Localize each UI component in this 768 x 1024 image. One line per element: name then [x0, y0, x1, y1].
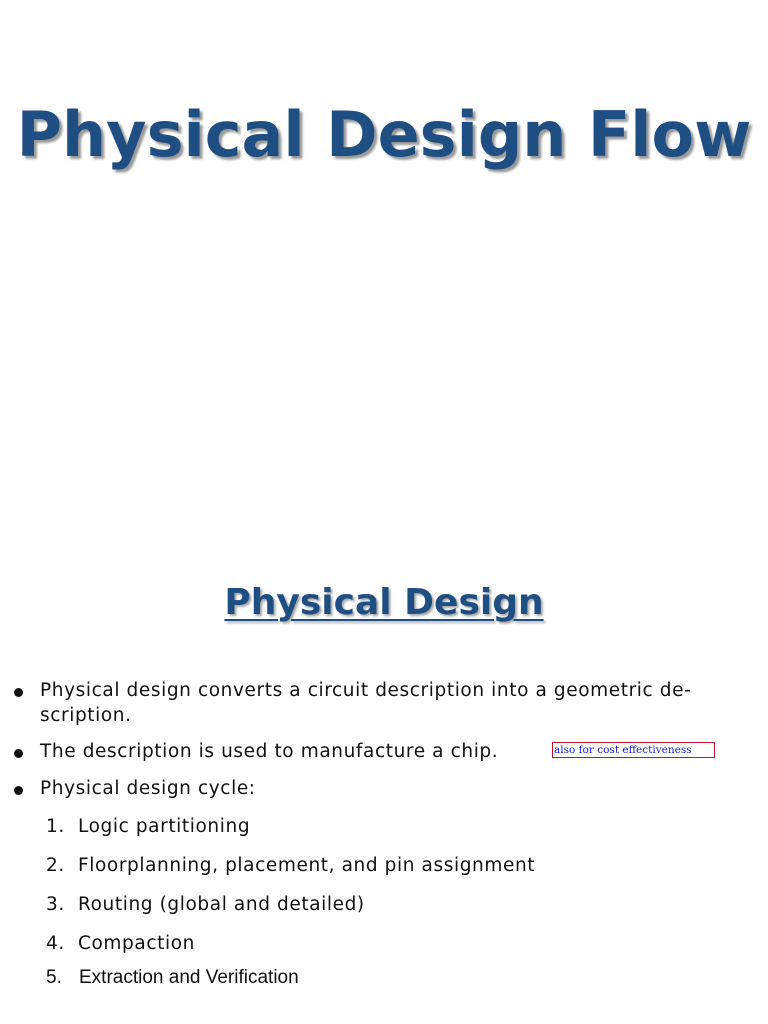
- list-item: [46, 892, 365, 917]
- list-item: [46, 853, 535, 878]
- list-item: [46, 931, 195, 956]
- list-item: [46, 965, 299, 990]
- annotation-note: also for cost effectiveness: [552, 742, 715, 758]
- list-item-text: Compaction: [78, 933, 195, 954]
- page-title: Physical Design Flow: [16, 98, 752, 171]
- list-item-number: 2.: [46, 855, 65, 876]
- bullet-item-cycle: [14, 776, 758, 801]
- bullet-item-geometric: [14, 678, 758, 728]
- list-item-number: 4.: [46, 933, 65, 954]
- list-item: [46, 814, 250, 839]
- list-item-text: Logic partitioning: [78, 816, 251, 837]
- list-item-number: 3.: [46, 894, 65, 915]
- bullet-icon: [14, 786, 23, 795]
- section-heading: Physical Design: [224, 582, 544, 623]
- list-item-text: Floorplanning, placement, and pin assignment: [78, 855, 536, 876]
- list-item-number: 5.: [46, 967, 62, 988]
- list-item-text: Extraction and Verification: [79, 967, 299, 988]
- list-item-number: 1.: [46, 816, 65, 837]
- list-item-text: Routing (global and detailed): [78, 894, 365, 915]
- bullet-text: Physical design cycle:: [40, 778, 256, 799]
- bullet-text: Physical design converts a circuit description into a geometric de- scription.: [40, 680, 692, 726]
- bullet-text: The description is used to manufacture a chip.: [40, 741, 499, 762]
- bullet-icon: [14, 688, 23, 697]
- bullet-icon: [14, 749, 23, 758]
